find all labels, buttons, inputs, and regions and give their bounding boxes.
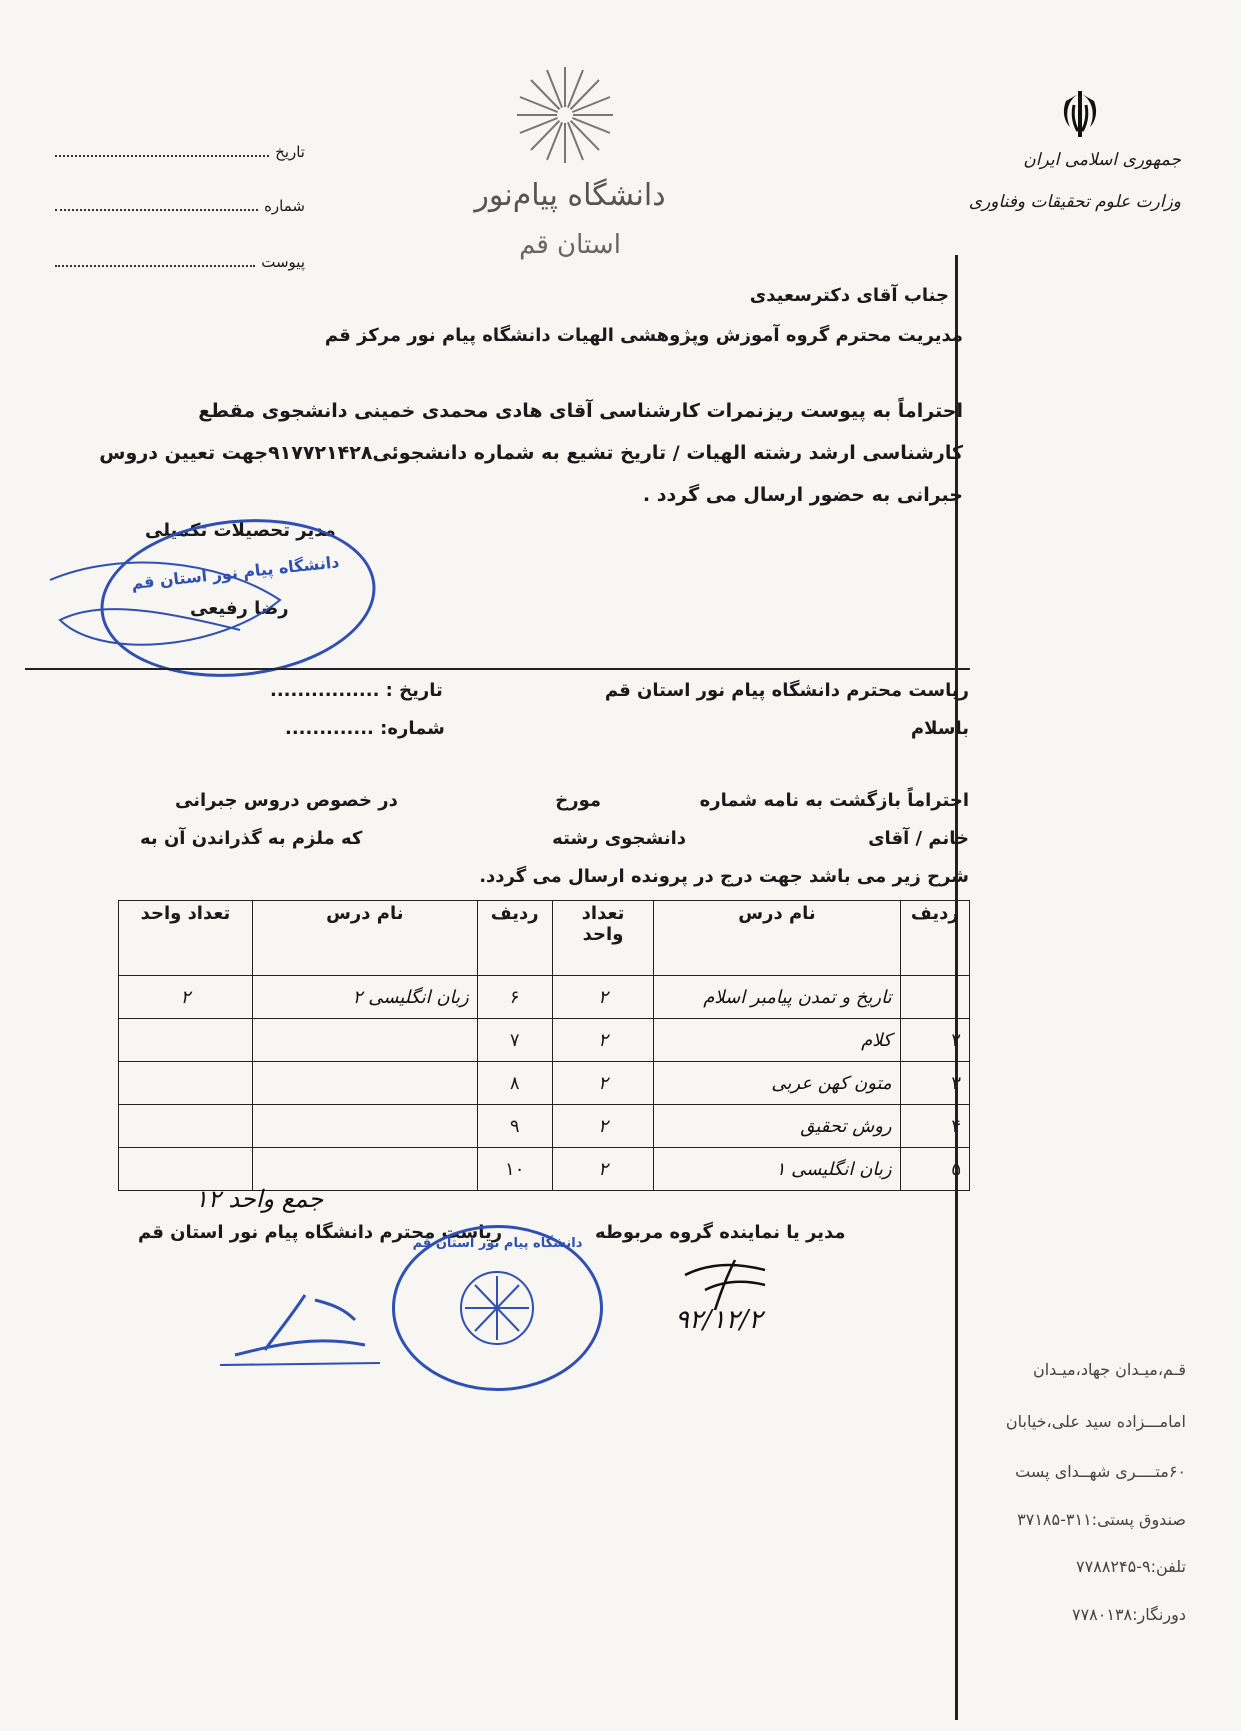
date-label: تاریخ (275, 143, 305, 161)
cell-units: ۲ (119, 976, 253, 1019)
attachment-field (55, 253, 305, 271)
letter2-number: شماره: ............. (285, 718, 445, 739)
letter1-signature-icon (40, 540, 300, 680)
cell-units (119, 1105, 253, 1148)
letter2-line2-b: دانشجوی رشته (552, 828, 686, 849)
table-header-row (119, 901, 970, 976)
university-logo-icon (515, 65, 615, 165)
letter1-signer-name: رضا رفیعی (190, 598, 289, 619)
iran-emblem-icon (1050, 85, 1110, 145)
fax-number: دورنگار:۷۷۸۰۱۳۸ (1071, 1605, 1186, 1624)
letter1-body-line2: کارشناسی ارشد رشته الهیات / تاریخ تشیع به شماره دانشجوئی۹۱۷۷۲۱۴۲۸جهت تعیین دروس (99, 442, 963, 464)
cell-row: ۸ (477, 1062, 552, 1105)
col-header-row-number-2: ردیف (477, 901, 552, 976)
letter2-line1-a: احتراماً بازگشت به نامه شماره (699, 790, 969, 811)
cell-row: ۴ (900, 1105, 969, 1148)
letter2-line1-c: در خصوص دروس جبرانی (175, 790, 398, 811)
cell-course: تاریخ و تمدن پیامبر اسلام (654, 976, 900, 1019)
cell-course: کلام (654, 1019, 900, 1062)
president-title: ریاست محترم دانشگاه پیام نور استان قم (138, 1222, 503, 1243)
date-field (55, 143, 305, 161)
postal-box: صندوق پستی:۳۱۱-۳۷۱۸۵ (1017, 1510, 1186, 1529)
cell-units (119, 1019, 253, 1062)
cell-row: ۹ (477, 1105, 552, 1148)
address-line-3: ۶۰متــــری شهــدای پست (1015, 1462, 1186, 1481)
compensatory-courses-table (118, 900, 970, 1191)
president-signature-icon (215, 1275, 385, 1375)
university-stamp (392, 1225, 603, 1391)
cell-row: ۵ (900, 1148, 969, 1191)
university-name: دانشگاه پیام‌نور (474, 178, 666, 213)
stamp-logo-icon (457, 1268, 537, 1348)
letter2-line3: شرح زیر می باشد جهت درج در پرونده ارسال می گردد. (479, 866, 969, 887)
letter1-addressee: مدیریت محترم گروه آموزش وپژوهشی الهیات دانشگاه پیام نور مرکز قم (324, 325, 963, 346)
cell-units: ۲ (552, 1062, 654, 1105)
table-row (119, 1105, 970, 1148)
cell-units: ۲ (552, 1019, 654, 1062)
cell-course: زبان انگلیسی ۱ (654, 1148, 900, 1191)
number-dots (55, 197, 258, 211)
cell-units: ۲ (552, 976, 654, 1019)
cell-row: ۱۰ (477, 1148, 552, 1191)
cell-units: ۲ (552, 1105, 654, 1148)
phone-number: تلفن:۹-۷۷۸۸۲۴۵ (1076, 1557, 1186, 1576)
cell-course: زبان انگلیسی ۲ (252, 976, 477, 1019)
col-header-units: تعداد واحد (552, 901, 654, 976)
cell-row (900, 976, 969, 1019)
col-header-course-name-2: نام درس (252, 901, 477, 976)
address-line-1: قـم،میـدان جهاد،میـدان (1032, 1360, 1186, 1379)
representative-date: ۹۲/۱۲/۲ (675, 1305, 763, 1335)
cell-course (252, 1062, 477, 1105)
stamp-text: دانشگاه پیام نور استان قم (412, 1236, 583, 1251)
col-header-row-number: ردیف (900, 901, 969, 976)
letter2-greeting: باسلام (910, 718, 969, 739)
cell-course: روش تحقیق (654, 1105, 900, 1148)
date-dots (55, 143, 269, 157)
republic-label: جمهوری اسلامی ایران (1023, 150, 1181, 170)
group-representative-title: مدیر یا نماینده گروه مربوطه (595, 1222, 846, 1243)
address-line-2: امامـــزاده سید علی،خیابان (1005, 1412, 1186, 1431)
cell-course (252, 1105, 477, 1148)
ministry-label: وزارت علوم تحقیقات وفناوری (968, 192, 1181, 212)
section-divider (25, 668, 970, 670)
letter1-body-line3: جبرانی به حضور ارسال می گردد . (642, 484, 963, 506)
col-header-units-2: تعداد واحد (119, 901, 253, 976)
table-row (119, 1019, 970, 1062)
number-label: شماره (264, 197, 305, 215)
attachment-label: پیوست (261, 253, 305, 271)
cell-row: ۶ (477, 976, 552, 1019)
letter2-date: تاریخ : ................ (270, 680, 443, 701)
total-units-note: جمع واحد ۱۲ (195, 1185, 324, 1213)
letter2-addressee: ریاست محترم دانشگاه پیام نور استان قم (604, 680, 969, 701)
letter1-body-line1: احتراماً به پیوست ریزنمرات کارشناسی آقای هادی محمدی خمینی دانشجوی مقطع (198, 400, 963, 422)
letter1-salutation: جناب آقای دکترسعیدی (749, 285, 949, 306)
table-row (119, 1062, 970, 1105)
letter2-line1-b: مورخ (555, 790, 601, 811)
table-row (119, 976, 970, 1019)
cell-row: ۷ (477, 1019, 552, 1062)
cell-row: ۳ (900, 1062, 969, 1105)
cell-row: ۲ (900, 1019, 969, 1062)
cell-units (119, 1062, 253, 1105)
cell-course (252, 1019, 477, 1062)
letter2-line2-a: خانم / آقای (868, 828, 969, 849)
number-field (55, 197, 305, 215)
cell-course: متون کهن عربی (654, 1062, 900, 1105)
stamp-text: دانشگاه پیام نور استان قم (130, 552, 341, 594)
letter2-line2-c: که ملزم به گذراندن آن به (140, 828, 363, 849)
university-province: استان قم (519, 230, 621, 260)
attachment-dots (55, 253, 255, 267)
cell-units: ۲ (552, 1148, 654, 1191)
letter1-signer-title: مدیر تحصیلات تکمیلی (145, 520, 336, 541)
col-header-course-name: نام درس (654, 901, 900, 976)
